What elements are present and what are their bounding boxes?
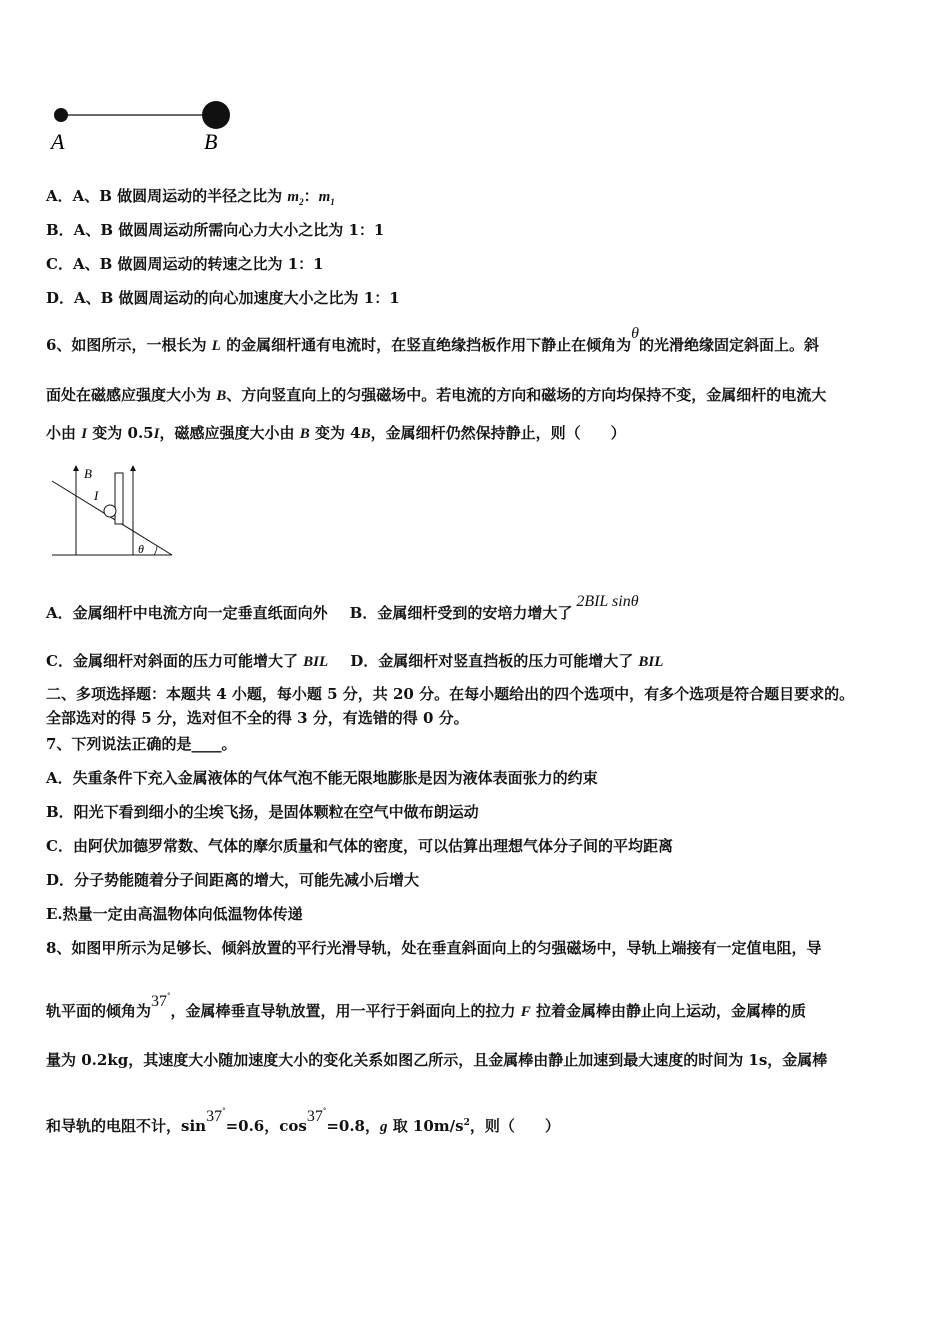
q6-incline-diagram [48, 460, 183, 560]
q5-ratio-sep: ： [303, 187, 319, 205]
section2-header-line1: 二、多项选择题：本题共 4 小题，每小题 5 分，共 20 分。在每小题给出的四个选项中，有多个选项是符合题目要求的。 [46, 685, 855, 703]
q6-option-row1 [46, 593, 639, 624]
q5-m1: $m_1$ [318, 189, 335, 207]
figure-ab-diagram [40, 92, 250, 157]
q8-stem-line1: 8、如图甲所示为足够长、倾斜放置的平行光滑导轨，处在垂直斜面向上的匀强磁场中，导轨上端接有一定值电阻，导 [46, 939, 822, 957]
q6-stem-line3: 小由 I 变为 0.5I，磁感应强度大小由 B 变为 4B，金属细杆仍然保持静止，则（ ） [46, 424, 626, 442]
mass-a-dot [54, 108, 68, 122]
theta-symbol: θ [631, 325, 639, 342]
q8-stem-line3: 量为 0.2kg，其速度大小随加速度大小的变化关系如图乙所示，且金属棒由静止加速到最大速度的时间为 1s，金属棒 [46, 1051, 828, 1069]
q7-option-d: D．分子势能随着分子间距离的增大，可能先减小后增大 [46, 871, 420, 889]
insulating-board [115, 473, 123, 524]
q6-stem-line2: 面处在磁感应强度大小为 B、方向竖直向上的匀强磁场中。若电流的方向和磁场的方向均保持不变，金属细杆的电流大 [46, 386, 827, 404]
q5-option-b: B．A、B 做圆周运动所需向心力大小之比为 1：1 [46, 221, 385, 239]
q6-stem-line1: 6、如图所示，一根长为 L 的金属细杆通有电流时，在竖直绝缘挡板作用下静止在倾角为θ的光滑绝缘固定斜面上。斜 [46, 325, 819, 354]
q6-option-a: A．金属细杆中电流方向一定垂直纸面向外 [46, 604, 328, 622]
mass-b-dot [202, 101, 230, 129]
incline-line [52, 481, 172, 555]
q8-stem-line4: 和导轨的电阻不计，sin37°=0.6，cos37°=0.8，g 取 $10m/s^2$，则（ ） [46, 1107, 560, 1135]
section2-header-line2: 全部选对的得 5 分，选对但不全的得 3 分，有选错的得 0 分。 [46, 709, 469, 727]
q7-option-b: B．阳光下看到细小的尘埃飞扬，是固体颗粒在空气中做布朗运动 [46, 803, 479, 821]
label-a: A [51, 129, 65, 154]
q5-option-d: D．A、B 做圆周运动的向心加速度大小之比为 1：1 [46, 289, 400, 307]
sin-angle-37: 37 [206, 1108, 223, 1125]
q5-option-a [46, 186, 335, 212]
q6-option-c: C．金属细杆对斜面的压力可能增大了 [46, 652, 304, 670]
q7-option-c: C．由阿伏加德罗常数、气体的摩尔质量和气体的密度，可以估算出理想气体分子间的平均距离 [46, 837, 673, 855]
q7-option-e: E.热量一定由高温物体向低温物体传递 [46, 905, 303, 923]
angle-37: 37 [151, 993, 168, 1010]
angle-arc [154, 546, 157, 555]
q7-stem: 7、下列说法正确的是____。 [46, 735, 237, 753]
metal-rod-cross-section [104, 505, 116, 517]
q5-m2: $m_2$ [287, 189, 304, 207]
q8-stem-line2: 轨平面的倾角为37°，金属棒垂直导轨放置，用一平行于斜面向上的拉力 F 拉着金属棒由静止向上运动，金属棒的质 [46, 992, 806, 1020]
q6-option-b-formula: 2BIL sinθ [576, 593, 639, 610]
cos-angle-37: 37 [306, 1108, 323, 1125]
q5-option-a-text: A．A、B 做圆周运动的半径之比为 [46, 187, 288, 205]
theta-label: θ [138, 542, 144, 556]
q5-option-c: C．A、B 做圆周运动的转速之比为 1：1 [46, 255, 324, 273]
current-label: I [94, 488, 99, 503]
b-field-label: B [84, 466, 92, 481]
q6-option-b: B．金属细杆受到的安培力增大了 [349, 604, 573, 622]
q6-option-d: D．金属细杆对竖直挡板的压力可能增大了 [350, 652, 639, 670]
q7-option-a: A．失重条件下充入金属液体的气体气泡不能无限地膨胀是因为液体表面张力的约束 [46, 769, 598, 787]
label-b: B [204, 129, 218, 154]
q6-option-row2: C．金属细杆对斜面的压力可能增大了 BIL D．金属细杆对竖直挡板的压力可能增大了 BIL [46, 652, 664, 670]
